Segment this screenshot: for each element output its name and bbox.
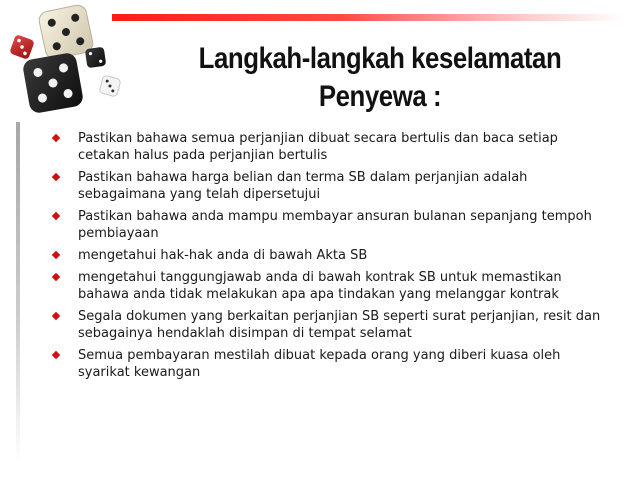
list-item-text: Semua pembayaran mestilah dibuat kepada orang yang diberi kuasa oleh syarikat kewangan	[78, 348, 561, 380]
list-item	[50, 308, 610, 342]
list-item	[50, 208, 610, 242]
list-item	[50, 169, 610, 203]
slide-title-line-2: Penyewa :	[318, 80, 442, 113]
header-accent-bar	[112, 14, 624, 21]
bullet-diamond-icon	[52, 273, 60, 281]
dice-icon	[0, 0, 130, 118]
list-item-text: Pastikan bahawa semua perjanjian dibuat secara bertulis dan baca setiap cetakan halus pada perjanjian bertulis	[78, 131, 558, 163]
slide-title	[182, 40, 578, 116]
bullet-diamond-icon	[52, 312, 60, 320]
slide-title-line-1: Langkah-langkah keselamatan	[198, 42, 562, 75]
side-accent-bar	[16, 122, 20, 462]
bullet-diamond-icon	[52, 351, 60, 359]
bullet-list	[50, 130, 610, 386]
list-item	[50, 130, 610, 164]
bullet-diamond-icon	[52, 212, 60, 220]
bullet-diamond-icon	[52, 134, 60, 142]
bullet-diamond-icon	[52, 251, 60, 259]
list-item	[50, 347, 610, 381]
list-item	[50, 247, 610, 264]
list-item-text: Segala dokumen yang berkaitan perjanjian SB seperti surat perjanjian, resit dan sebagainya hendaklah disimpan di tempat selamat	[78, 309, 601, 341]
list-item-text: Pastikan bahawa harga belian dan terma SB dalam perjanjian adalah sebagaimana yang telah dipersetujui	[78, 170, 528, 202]
list-item-text: Pastikan bahawa anda mampu membayar ansuran bulanan sepanjang tempoh pembiayaan	[78, 209, 592, 241]
list-item-text: mengetahui tanggungjawab anda di bawah kontrak SB untuk memastikan bahawa anda tidak melakukan apa apa tindakan yang melanggar kontrak	[78, 270, 562, 302]
list-item-text: mengetahui hak-hak anda di bawah Akta SB	[78, 248, 368, 263]
list-item	[50, 269, 610, 303]
bullet-diamond-icon	[52, 173, 60, 181]
